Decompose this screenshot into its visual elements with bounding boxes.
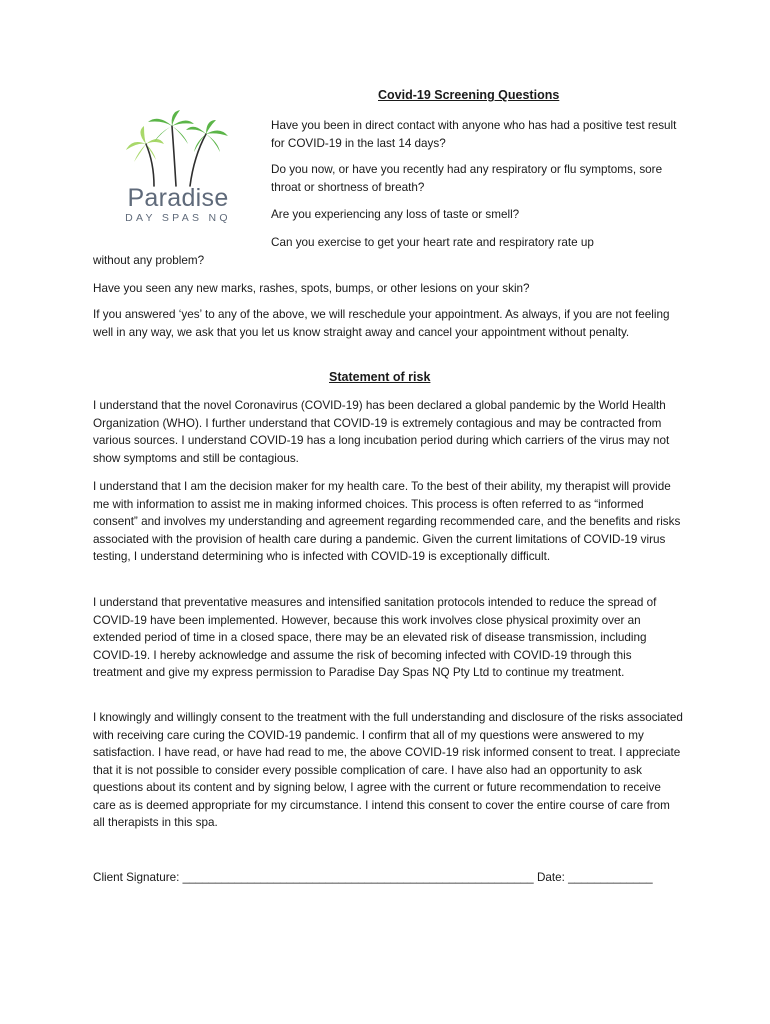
paradise-logo [118,108,238,228]
screening-notice: If you answered ‘yes’ to any of the above, we will reschedule your appointment. As always, if you are not feeling well in any way, we ask that you let us know straight away and cancel your appointment without penalty. [93,308,670,339]
client-signature-label: Client Signature: [93,871,180,884]
client-signature-field[interactable]: ______________________________________________________ [182,871,534,884]
screening-question-4: Can you exercise to get your heart rate and respiratory rate up [271,236,594,249]
risk-paragraph-3: I understand that preventative measures and intensified sanitation protocols intended to reduce the spread of COVID-19 have been implemented. However, because this work involves close physical proximity over an extended period of time in a closed space, there may be an elevated risk of disease transmission, including COVID-19. I hereby acknowledge and assume the risk of becoming infected with COVID-19 through this treatment and give my express permission to Paradise Day Spas NQ Pty Ltd to continue my treatment. [93,596,657,679]
date-field[interactable]: _____________ [568,871,653,884]
risk-paragraph-4: I knowingly and willingly consent to the treatment with the full understanding and disclosure of the risks associated with receiving care curing the COVID-19 pandemic. I confirm that all of my questions were answered to my satisfaction. I have read, or have had read to me, the above COVID-19 risk informed consent to treat. I appreciate that it is not possible to consider every possible complication of care. I have also had an opportunity to ask questions about its content and by signing below, I agree with the current or future recommendation to receive care as is deemed appropriate for my circumstance. I intend this consent to cover the entire course of care from all therapists in this spa. [93,711,683,829]
palm-trees-icon [118,108,238,188]
screening-question-4-continued: without any problem? [93,254,205,267]
screening-question-3: Are you experiencing any loss of taste or smell? [271,208,520,221]
screening-question-1: Have you been in direct contact with anyone who has had a positive test result for COVID-19 in the last 14 days? [271,119,677,150]
screening-title: Covid-19 Screening Questions [378,88,560,102]
date-label: Date: [536,871,565,884]
logo-brand-text: Paradise [127,184,229,212]
signature-row [93,871,653,884]
risk-paragraph-1: I understand that the novel Coronavirus (COVID-19) has been declared a global pandemic by the World Health Organization (WHO). I further understand that COVID-19 is extremely contagious and may be contracted from various sources. I understand COVID-19 has a long incubation period during which carriers of the virus may not show symptoms and still be contagious. [93,399,670,465]
screening-question-5: Have you seen any new marks, rashes, spots, bumps, or other lesions on your skin? [93,282,530,295]
screening-question-2: Do you now, or have you recently had any respiratory or flu symptoms, sore throat or shortness of breath? [271,163,663,194]
logo-subtitle-text: DAY SPAS NQ [125,212,231,224]
risk-title: Statement of risk [329,370,431,384]
risk-paragraph-2: I understand that I am the decision maker for my health care. To the best of their ability, my therapist will provide me with information to assist me in making informed choices. This process is often referred to as “informed consent” and involves my understanding and agreement regarding recommended care, and the benefits and risks associated with the provision of health care during a pandemic. Given the current limitations of COVID-19 virus testing, I understand determining who is infected with COVID-19 is exceptionally difficult. [93,480,681,563]
